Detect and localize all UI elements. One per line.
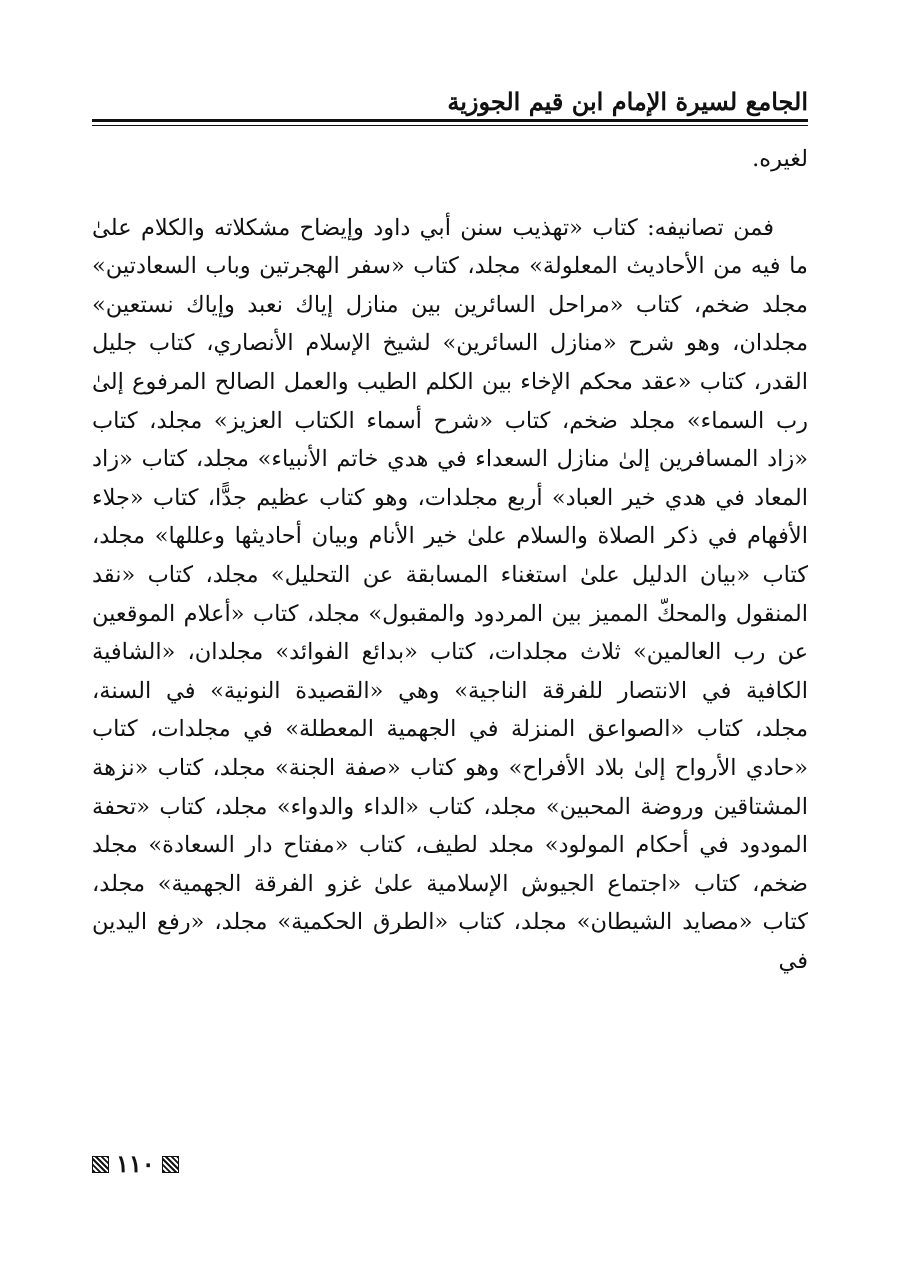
paragraph-works-list: فمن تصانيفه: كتاب «تهذيب سنن أبي داود وإيضاح مشكلاته والكلام علىٰ ما فيه من الأحاديث المعلولة» مجلد، كتاب «سفر الهجرتين وباب السعادتين» مجلد ضخم، كتاب «مراحل السائرين بين منازل إياك نعبد وإياك نستعين» مجلدان، وهو شرح «منازل السائرين» لشيخ الإسلام الأنصاري، كتاب جليل القدر، كتاب «عقد محكم الإخاء بين الكلم الطيب والعمل الصالح المرفوع إلىٰ رب السماء» مجلد ضخم، كتاب «شرح أسماء الكتاب العزيز» مجلد، كتاب «زاد المسافرين إلىٰ منازل السعداء في هدي خاتم الأنبياء» مجلد، كتاب «زاد المعاد في هدي خير العباد» أربع مجلدات، وهو كتاب عظيم جدًّا، كتاب «جلاء الأفهام في ذكر الصلاة والسلام علىٰ خير الأنام وبيان أحاديثها وعللها» مجلد، كتاب «بيان الدليل علىٰ استغناء المسابقة عن التحليل» مجلد، كتاب «نقد المنقول والمحكّ المميز بين المردود والمقبول» مجلد، كتاب «أعلام الموقعين عن رب العالمين» ثلاث مجلدات، كتاب «بدائع الفوائد» مجلدان، «الشافية الكافية في الانتصار للفرقة الناجية» وهي «القصيدة النونية» في السنة، مجلد، كتاب «الصواعق المنزلة في الجهمية المعطلة» في مجلدات، كتاب «حادي الأرواح إلىٰ بلاد الأفراح» وهو كتاب «صفة الجنة» مجلد، كتاب «نزهة المشتاقين وروضة المحبين» مجلد، كتاب «الداء والدواء» مجلد، كتاب «تحفة المودود في أحكام المولود» مجلد لطيف، كتاب «مفتاح دار السعادة» مجلد ضخم، كتاب «اجتماع الجيوش الإسلامية علىٰ غزو الفرقة الجهمية» مجلد، كتاب «مصايد الشيطان» مجلد، كتاب «الطرق الحكمية» مجلد، «رفع اليدين في bbox=[92, 214, 808, 974]
square-ornament-icon bbox=[92, 1156, 109, 1173]
body-text bbox=[92, 140, 808, 980]
square-ornament-icon bbox=[162, 1156, 179, 1173]
paragraph-continuation: لغيره. bbox=[752, 146, 808, 172]
header-rule-thin bbox=[92, 125, 808, 126]
page-footer bbox=[92, 1148, 179, 1180]
header-rule-thick bbox=[92, 119, 808, 122]
page-number: ١١٠ bbox=[116, 1149, 155, 1178]
running-header-title: الجامع لسيرة الإمام ابن قيم الجوزية bbox=[447, 87, 808, 116]
